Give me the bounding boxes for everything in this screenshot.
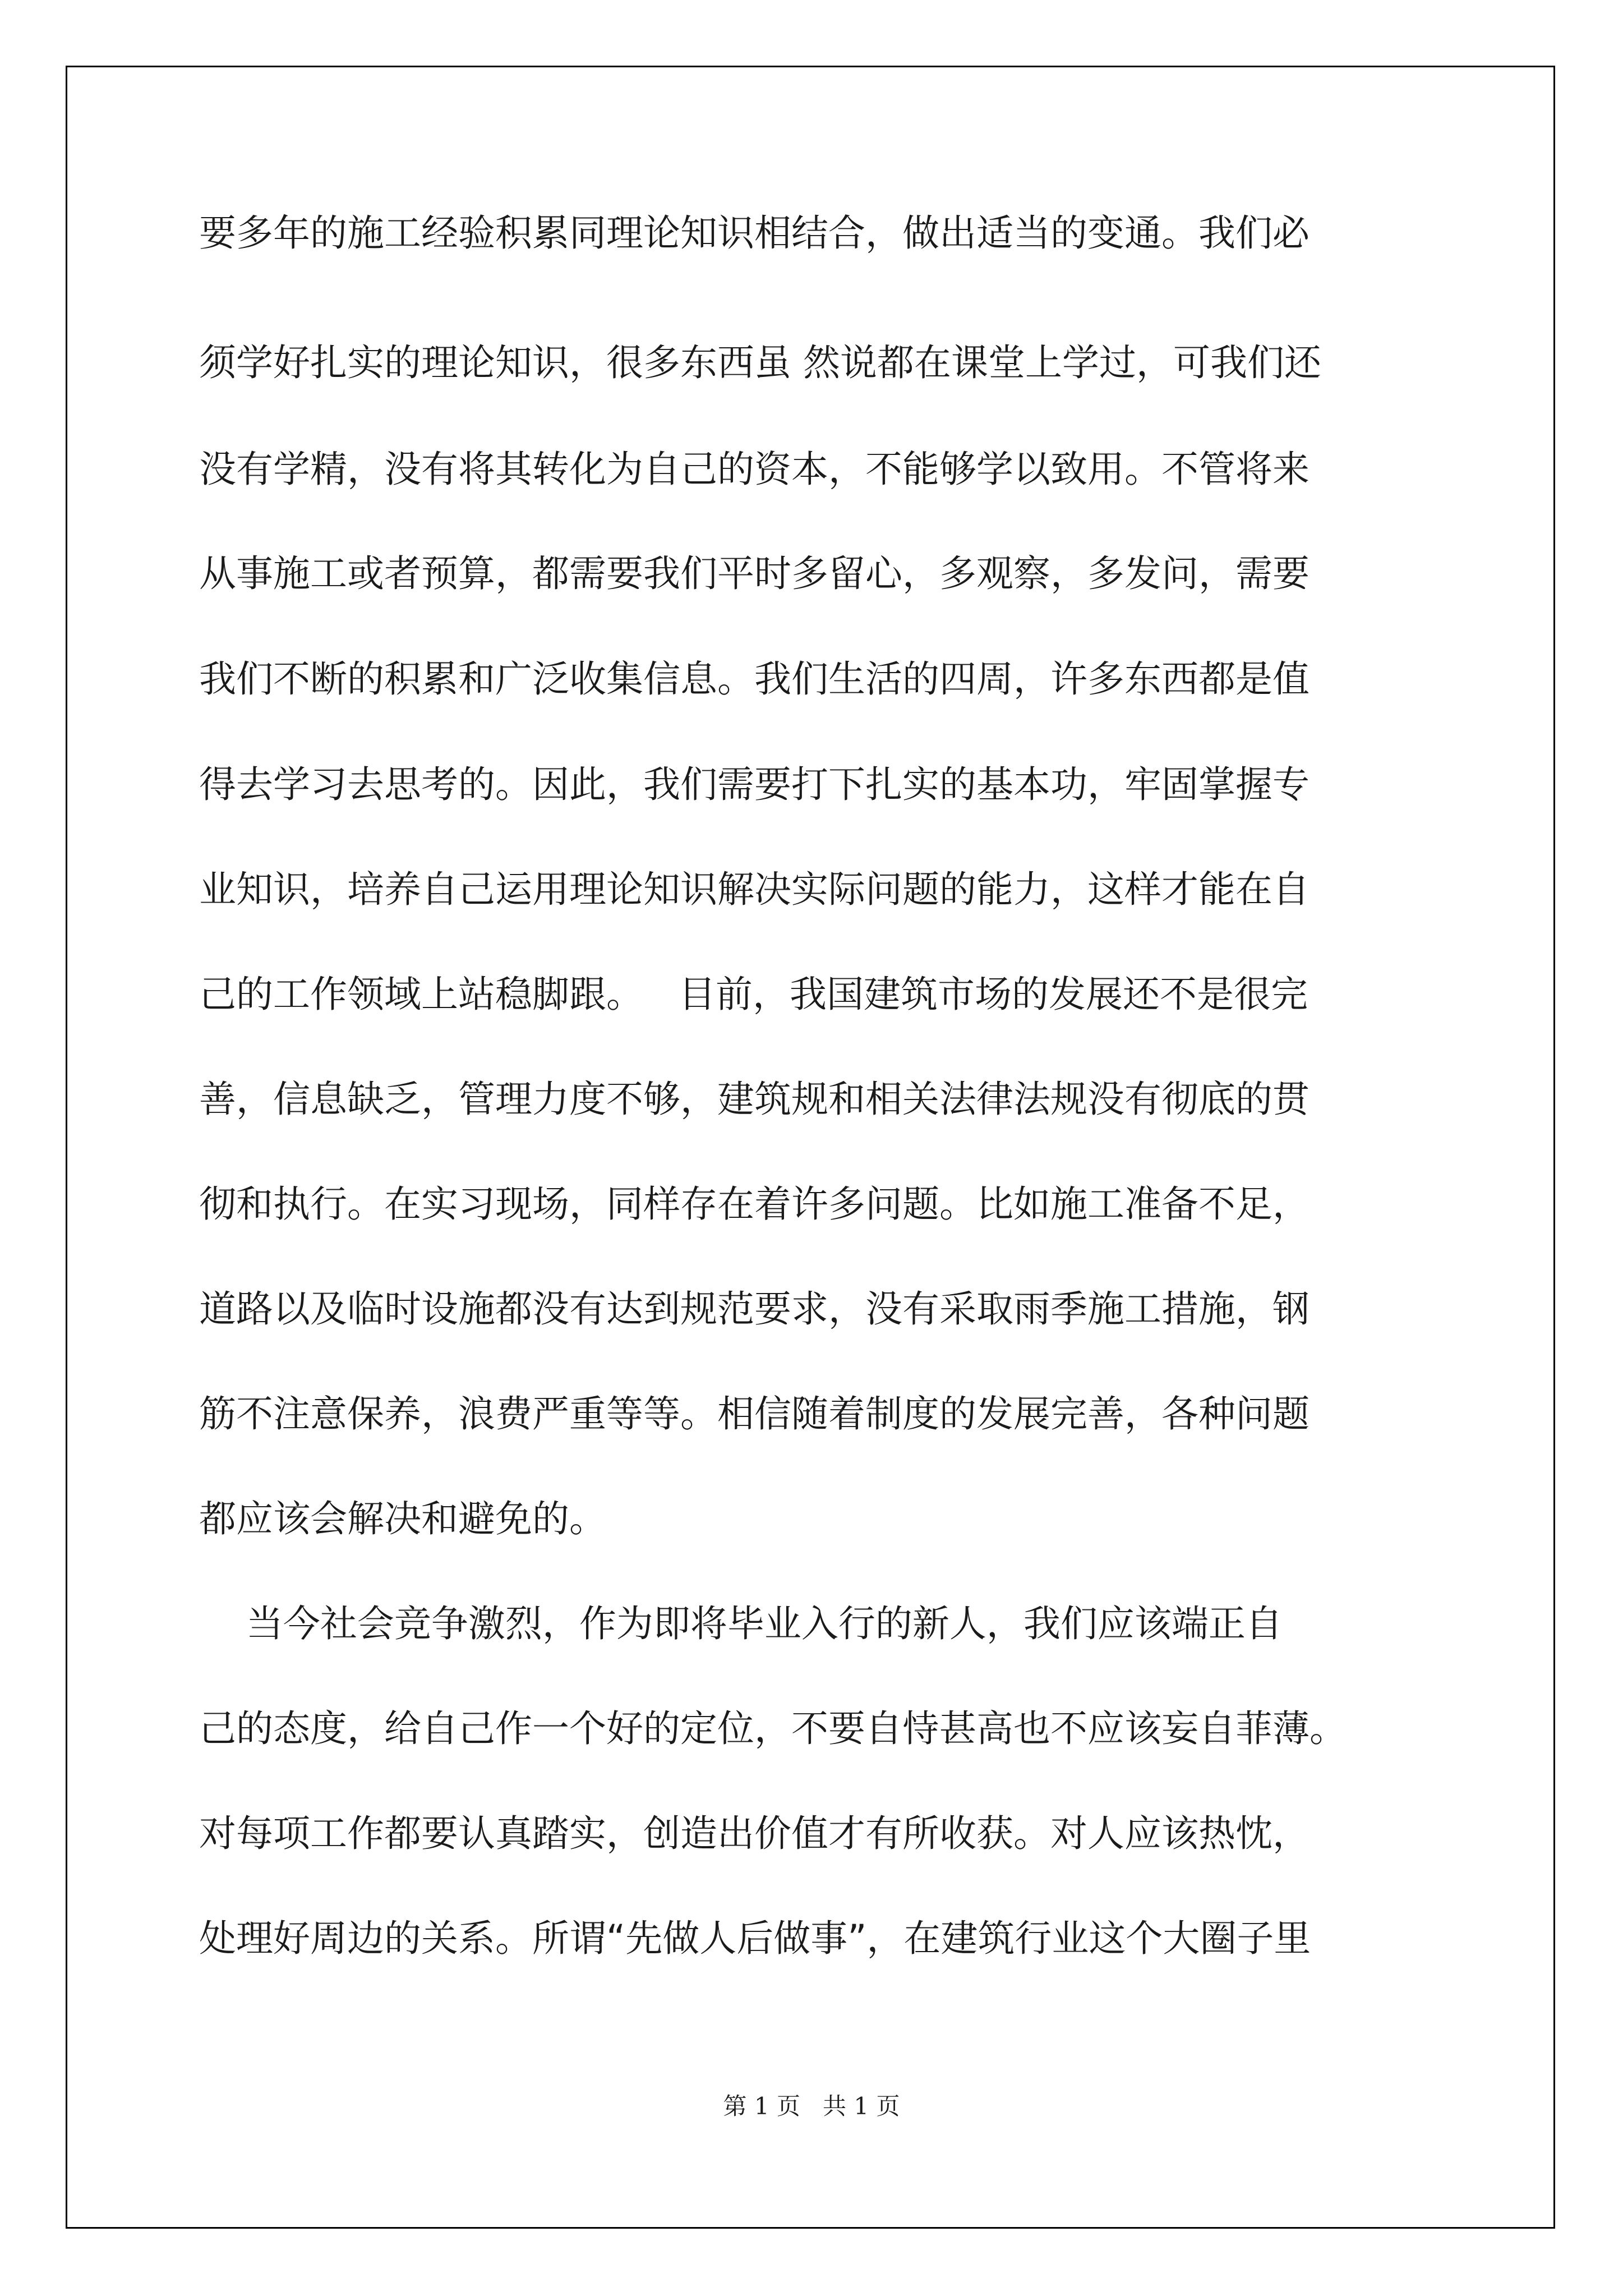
body-line-15: 己的态度，给自己作一个好的定位，不要自恃甚高也不应该妄自菲薄。	[199, 1707, 1347, 1750]
body-line-10: 彻和执行。在实习现场，同样存在着许多问题。比如施工准备不足，	[199, 1182, 1310, 1226]
body-line-14: 当今社会竞争激烈，作为即将毕业入行的新人，我们应该端正自	[199, 1602, 1283, 1645]
body-line-6: 得去学习去思考的。因此，我们需要打下扎实的基本功，牢固掌握专	[199, 763, 1310, 806]
body-line-1: 要多年的施工经验积累同理论知识相结合，做出适当的变通。我们必	[199, 211, 1310, 255]
body-line-4: 从事施工或者预算，都需要我们平时多留心，多观察，多发问，需要	[199, 552, 1310, 595]
page-number-footer: 第 1 页 共 1 页	[723, 2092, 900, 2120]
body-line-7: 业知识，培养自己运用理论知识解决实际问题的能力，这样才能在自	[199, 868, 1310, 911]
body-line-9: 善，信息缺乏，管理力度不够，建筑规和相关法律法规没有彻底的贯	[199, 1078, 1310, 1121]
body-line-16: 对每项工作都要认真踏实，创造出价值才有所收获。对人应该热忱，	[199, 1812, 1310, 1855]
body-line-13: 都应该会解决和避免的。	[199, 1497, 606, 1540]
body-line-8: 己的工作领域上站稳脚跟。 目前，我国建筑市场的发展还不是很完	[199, 973, 1308, 1016]
body-line-17: 处理好周边的关系。所谓“先做人后做事”，在建筑行业这个大圈子里	[199, 1917, 1311, 1960]
body-line-2: 须学好扎实的理论知识，很多东西虽 然说都在课堂上学过，可我们还	[199, 341, 1321, 384]
body-line-3: 没有学精，没有将其转化为自己的资本，不能够学以致用。不管将来	[199, 448, 1310, 491]
body-line-11: 道路以及临时设施都没有达到规范要求，没有采取雨季施工措施，钢	[199, 1287, 1310, 1331]
page-border	[66, 66, 1555, 2229]
body-line-5: 我们不断的积累和广泛收集信息。我们生活的四周，许多东西都是值	[199, 657, 1310, 701]
body-line-12: 筋不注意保养，浪费严重等等。相信随着制度的发展完善，各种问题	[199, 1392, 1310, 1435]
